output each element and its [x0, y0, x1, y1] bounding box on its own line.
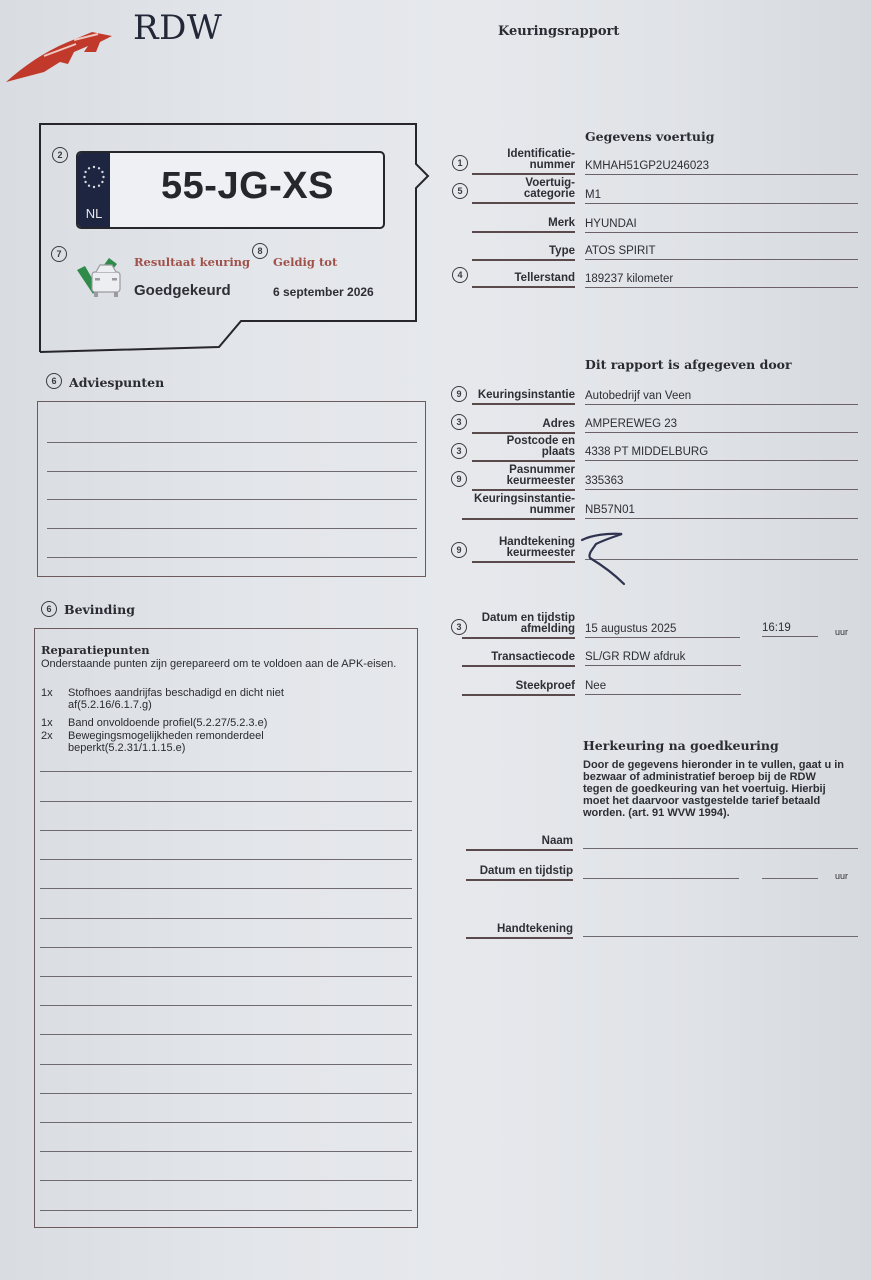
label-line-1: Identificatie- — [507, 148, 575, 160]
advice-line — [47, 557, 417, 558]
date-value: 15 augustus 2025 — [585, 623, 740, 638]
findings-line — [40, 947, 412, 948]
signature-input-line[interactable] — [583, 936, 858, 937]
findings-line — [40, 771, 412, 772]
badge: 9 — [451, 471, 467, 487]
badge: 4 — [452, 267, 468, 283]
findings-line — [40, 830, 412, 831]
label-line-2: plaats — [541, 446, 575, 458]
findings-line — [40, 1093, 412, 1094]
date-input-line[interactable] — [583, 878, 739, 879]
field-label — [472, 149, 575, 175]
postcode-value: 4338 PT MIDDELBURG — [585, 446, 858, 461]
findings-title: Bevinding — [64, 602, 135, 617]
time-unit: uur — [835, 871, 849, 881]
field-label — [472, 436, 575, 462]
valid-value: 6 september 2026 — [273, 285, 374, 299]
badge-valid: 8 — [252, 243, 268, 259]
badge: 1 — [452, 155, 468, 171]
reinspection-text: Door de gegevens hieronder in te vullen, gaat u in bezwaar of administratief beroep bij de RDW tegen de goedkeuring van het voertuig. Hierbij moet het daarvoor vastgestelde tarief betaald worden. (art. 91 WVW 1994). — [583, 759, 844, 819]
badge: 3 — [451, 414, 467, 430]
vehicle-section-title: Gegevens voertuig — [585, 129, 715, 144]
item-qty: 1x — [41, 687, 53, 699]
findings-line — [40, 1151, 412, 1152]
category-value: M1 — [585, 189, 858, 204]
result-value: Goedgekeurd — [134, 282, 231, 299]
field-label: Datum en tijdstip — [466, 866, 573, 881]
country-code: NL — [85, 206, 103, 221]
instance-number-value: NB57N01 — [585, 504, 858, 519]
label-line-2: nummer — [529, 159, 575, 171]
badge: 3 — [451, 443, 467, 459]
field-label: Tellerstand — [472, 273, 575, 288]
field-label — [462, 613, 575, 639]
label-line-1: Postcode en — [506, 435, 575, 447]
label-line-1: Keuringsinstantie- — [474, 493, 575, 505]
findings-line — [40, 1210, 412, 1211]
findings-line — [40, 1180, 412, 1181]
field-label: Transactiecode — [462, 652, 575, 667]
badge-findings: 6 — [41, 601, 57, 617]
findings-box — [34, 628, 418, 1228]
badge-result: 7 — [51, 246, 67, 262]
transaction-code-value: SL/GR RDW afdruk — [585, 651, 741, 666]
brand-value: HYUNDAI — [585, 218, 858, 233]
label-line-2: keurmeester — [506, 547, 575, 559]
label-line-1: Datum en tijdstip — [481, 612, 575, 624]
findings-item — [41, 687, 401, 711]
plate-number: 55-JG-XS — [161, 165, 334, 207]
findings-line — [40, 1034, 412, 1035]
findings-line — [40, 859, 412, 860]
field-label — [472, 537, 575, 563]
field-label — [472, 178, 575, 204]
time-value: 16:19 — [762, 622, 818, 637]
rdw-logo — [4, 26, 116, 84]
field-label: Keuringsinstantie — [472, 390, 575, 405]
field-label: Naam — [466, 836, 573, 851]
item-text: Band onvoldoende profiel(5.2.27/5.2.3.e) — [68, 717, 268, 729]
odometer-value: 189237 kilometer — [585, 273, 858, 288]
license-plate — [76, 151, 385, 229]
badge-plate: 2 — [52, 147, 68, 163]
issuer-section-title: Dit rapport is afgegeven door — [585, 357, 792, 372]
findings-line — [40, 976, 412, 977]
field-label: Type — [472, 246, 575, 261]
approved-car-check-icon — [75, 254, 125, 300]
address-value: AMPEREWEG 23 — [585, 418, 858, 433]
advice-box[interactable] — [37, 401, 426, 577]
field-label — [462, 494, 575, 520]
findings-intro: Onderstaande punten zijn gerepareerd om te voldoen aan de APK-eisen. — [41, 658, 397, 670]
badge-advice: 6 — [46, 373, 62, 389]
eu-band — [78, 153, 110, 227]
item-text: Bewegingsmogelijkheden remonderdeel beperkt(5.2.31/1.1.15.e) — [68, 730, 264, 754]
advice-line — [47, 471, 417, 472]
time-input-line[interactable] — [762, 878, 818, 879]
badge: 9 — [451, 542, 467, 558]
label-line-2: afmelding — [520, 623, 575, 635]
document-title: Keuringsrapport — [498, 24, 620, 39]
findings-line — [40, 1122, 412, 1123]
field-label: Handtekening — [466, 924, 573, 939]
sample-value: Nee — [585, 680, 741, 695]
field-label — [472, 465, 575, 491]
label-line-1: Pasnummer — [509, 464, 575, 476]
name-input-line[interactable] — [583, 848, 858, 849]
label-line-2: keurmeester — [506, 475, 575, 487]
findings-line — [40, 801, 412, 802]
signature-scribble-icon — [578, 530, 648, 588]
field-label: Merk — [472, 218, 575, 233]
rdw-feather-logo-icon — [4, 26, 116, 84]
field-label: Steekproef — [462, 681, 575, 696]
findings-line — [40, 1064, 412, 1065]
eu-stars-icon — [78, 159, 110, 195]
findings-subtitle: Reparatiepunten — [41, 643, 150, 657]
brand-name: RDW — [133, 8, 223, 48]
item-text: Stofhoes aandrijfas beschadigd en dicht niet af(5.2.16/6.1.7.g) — [68, 687, 284, 711]
findings-line — [40, 888, 412, 889]
pass-number-value: 335363 — [585, 475, 858, 490]
advice-line — [47, 499, 417, 500]
reinspection-title: Herkeuring na goedkeuring — [583, 738, 779, 753]
advice-title: Adviespunten — [69, 375, 165, 390]
badge: 9 — [451, 386, 467, 402]
findings-item — [41, 730, 401, 754]
vin-value: KMHAH51GP2U246023 — [585, 160, 858, 175]
instance-value: Autobedrijf van Veen — [585, 390, 858, 405]
valid-label: Geldig tot — [273, 255, 338, 269]
badge: 3 — [451, 619, 467, 635]
findings-item — [41, 717, 401, 729]
label-line-1: Voertuig- — [525, 177, 575, 189]
label-line-2: categorie — [523, 188, 575, 200]
findings-line — [40, 1005, 412, 1006]
badge: 5 — [452, 183, 468, 199]
field-label: Adres — [472, 419, 575, 434]
item-qty: 1x — [41, 717, 53, 729]
advice-line — [47, 528, 417, 529]
type-value: ATOS SPIRIT — [585, 245, 858, 260]
result-label: Resultaat keuring — [134, 255, 251, 269]
time-unit: uur — [835, 627, 849, 637]
advice-line — [47, 442, 417, 443]
findings-line — [40, 918, 412, 919]
label-line-2: nummer — [529, 504, 575, 516]
label-line-1: Handtekening — [498, 536, 575, 548]
item-qty: 2x — [41, 730, 53, 742]
